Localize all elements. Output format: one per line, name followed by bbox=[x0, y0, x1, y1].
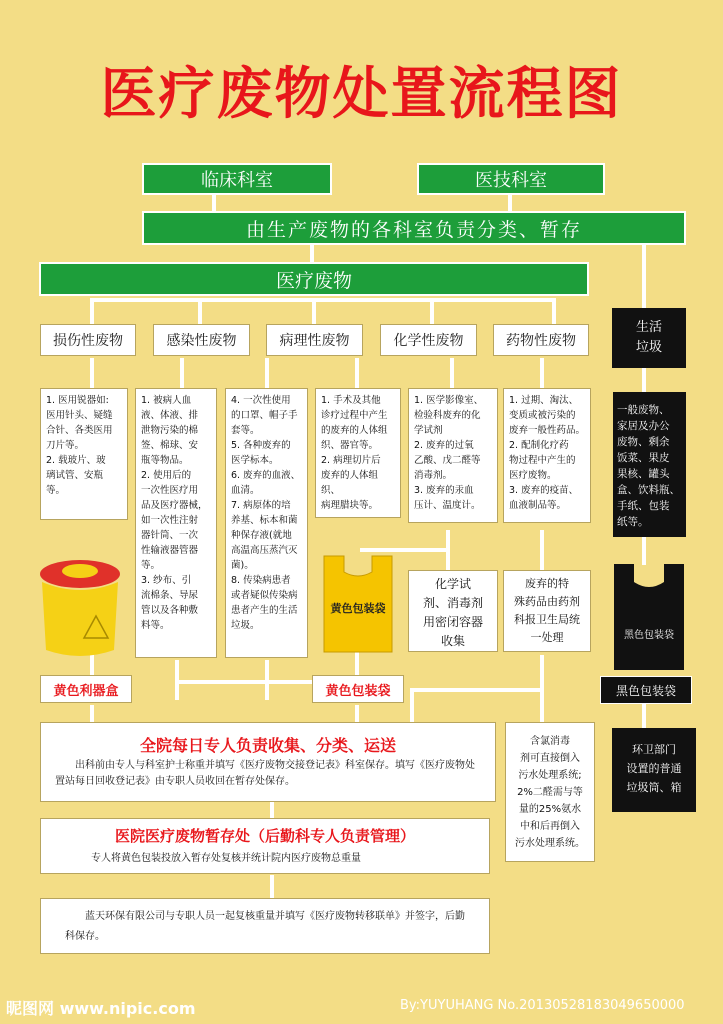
category-sharps: 损伤性废物 bbox=[40, 324, 136, 356]
connector-line bbox=[552, 298, 556, 324]
connector-line bbox=[446, 530, 450, 570]
connector-line bbox=[310, 243, 314, 263]
connector-line bbox=[90, 705, 94, 723]
connector-line bbox=[642, 535, 646, 565]
dept-clinical-box: 临床科室 bbox=[142, 163, 332, 195]
connector-line bbox=[642, 243, 646, 313]
detail-sharps: 1. 医用锐器如: 医用针头、疑缝 合针、各类医用 刀片等。 2. 载玻片、玻 璃试管、安瓶 等。 bbox=[40, 388, 128, 520]
footer-watermark: 昵图网 www.nipic.com bbox=[6, 999, 196, 1018]
yellow-bag-image-label: 黄色包装袋 bbox=[330, 602, 386, 615]
connector-line bbox=[180, 358, 184, 388]
connector-line bbox=[540, 358, 544, 388]
collection-text: 出科前由专人与科室护士称重并填写《医疗废物交接登记表》科室保存。填写《医疗废物处置站每日回收登记表》由专职人员收回在暂存处保存。 bbox=[55, 760, 475, 787]
connector-line bbox=[270, 875, 274, 900]
connector-line bbox=[198, 298, 202, 324]
connector-line bbox=[355, 705, 359, 723]
sharps-box-label: 黄色利器盒 bbox=[40, 675, 132, 703]
detail-chemical: 1. 医学影像室、 检验科废弃的化 学试剂 2. 废弃的过氧 乙酸、戊二醛等 消毒剂。 3. 废弃的汞血 压计、温度计。 bbox=[408, 388, 498, 523]
life-waste-box: 生活 垃圾 bbox=[612, 308, 686, 368]
collection-box bbox=[40, 722, 496, 802]
connector-line bbox=[540, 530, 544, 570]
connector-line bbox=[175, 680, 320, 684]
detail-infectious: 1. 被病人血 液、体液、排 泄物污染的棉 签、棉球、安 瓶等物品。 2. 使用后的 一次性医疗用 品及医疗器械， 如一次性注射 器针筒、一次 性输液器管器 等。 3. 纱布、引 流棉条、导尿 管以及各种敷 料等。 bbox=[135, 388, 217, 658]
collection-title: 全院每日专人负责收集、分类、运送 bbox=[139, 736, 396, 755]
connector-line bbox=[430, 298, 434, 324]
category-chemical: 化学性废物 bbox=[380, 324, 477, 356]
sharps-container-icon bbox=[36, 554, 124, 660]
connector-line bbox=[270, 800, 274, 820]
medical-waste-bar: 医疗废物 bbox=[39, 262, 589, 296]
sanitation-box: 环卫部门 设置的普通 垃圾筒、箱 bbox=[612, 728, 696, 812]
connector-line bbox=[642, 365, 646, 395]
dept-tech-box: 医技科室 bbox=[417, 163, 605, 195]
connector-line bbox=[90, 298, 94, 324]
connector-line bbox=[360, 548, 450, 552]
connector-line bbox=[90, 358, 94, 388]
black-bag-label: 黑色包装袋 bbox=[600, 676, 692, 704]
category-pathological: 病理性废物 bbox=[266, 324, 363, 356]
sort-banner: 由生产废物的各科室负责分类、暂存 bbox=[142, 211, 686, 245]
sewage-box: 含氯消毒 剂可直接倒入 污水处理系统; 2%二醛需与等 量的25%氨水 中和后再倒入 污水处理系统。 bbox=[505, 722, 595, 862]
footer-id: By:YUYUHANG No.20130528183049650000 bbox=[400, 998, 685, 1013]
category-pharmaceutical: 药物性废物 bbox=[493, 324, 589, 356]
connector-line bbox=[90, 298, 554, 302]
drug-disposal-box: 废弃的特 殊药品由药剂 科报卫生局统 一处理 bbox=[503, 570, 591, 652]
storage-box bbox=[40, 818, 490, 874]
chemical-disposal-box: 化学试 剂、消毒剂 用密闭容器 收集 bbox=[408, 570, 498, 652]
storage-title: 医院医疗废物暂存处（后勤科专人负责管理） bbox=[114, 827, 415, 845]
connector-line bbox=[355, 358, 359, 388]
transfer-box: 蓝天环保有限公司与专职人员一起复核重量并填写《医疗废物转移联单》并签字，后勤科保存。 bbox=[40, 898, 490, 954]
connector-line bbox=[450, 358, 454, 388]
detail-pathological: 4. 一次性使用 的口罩、帽子手 套等。 5. 各种废弃的 医学标本。 6. 废弃的血液、 血清。 7. 病原体的培 养基、标本和菌 种保存液(就地 高温高压蒸汽灭 菌)。 8. 传染病患者 或者疑似传染病 患者产生的生活 垃圾。 bbox=[225, 388, 308, 658]
connector-line bbox=[355, 650, 359, 678]
category-infectious: 感染性废物 bbox=[153, 324, 250, 356]
page-title: 医疗废物处置流程图 bbox=[100, 62, 623, 127]
connector-line bbox=[642, 700, 646, 730]
detail-chemical-tissue: 1. 手术及其他 诊疗过程中产生 的废弃的人体组 织、器官等。 2. 病理切片后 废弃的人体组织、 病理腊块等。 bbox=[315, 388, 401, 518]
yellow-bag-label: 黄色包装袋 bbox=[312, 675, 404, 703]
connector-line bbox=[312, 298, 316, 324]
black-bag-icon bbox=[612, 562, 686, 672]
black-bag-image-label: 黑色包装袋 bbox=[624, 630, 674, 641]
storage-text: 专人将黄色包装投放入暂存处复核并统计院内医疗废物总重量 bbox=[91, 853, 361, 864]
connector-line bbox=[410, 688, 414, 723]
life-waste-detail: 一般废物、 家居及办公 废物、剩余 饭菜、果皮 果核、罐头 盒、饮料瓶、 手纸、包装 纸等。 bbox=[613, 392, 686, 537]
connector-line bbox=[265, 358, 269, 388]
detail-pharmaceutical: 1. 过期、淘汰、 变质或被污染的 废弃一般性药品。 2. 配制化疗药 物过程中产生的 医疗废物。 3. 废弃的疫苗、 血液制品等。 bbox=[503, 388, 591, 523]
connector-line bbox=[410, 688, 540, 692]
connector-line bbox=[540, 655, 544, 725]
